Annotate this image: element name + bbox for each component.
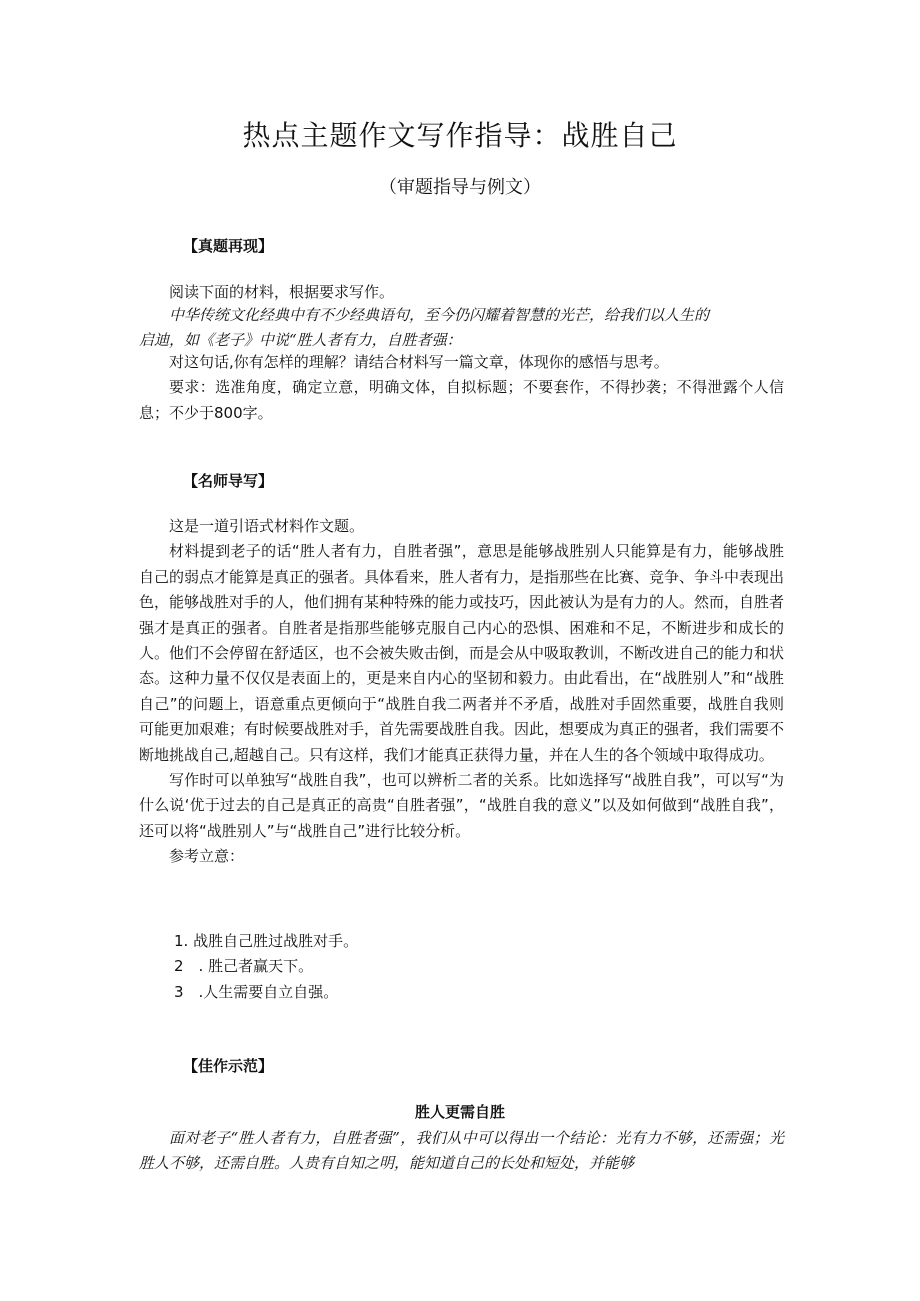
page-title: 热点主题作文写作指导：战胜自己 xyxy=(242,119,678,152)
reference-item: 2 . 胜己者赢天下。 xyxy=(174,957,314,976)
guide-paragraph-2: 材料提到老子的话“胜人者有力，自胜者强”，意思是能够战胜别人只能算是有力，能够战胜自己的弱点才能算是真正的强者。具体看来，胜人者有力，是指那些在比赛、竞争、争斗中表现出色，能够战胜对手的人，他们拥有某种特殊的能力或技巧，因此被认为是有力的人。然而，自胜者强才是真正的强者。自胜者是指那些能够克服自己内心的恐惧、困难和不足，不断进步和成长的人。他们不会停留在舒适区，也不会被失败击倒，而是会从中吸取教训，不断改进自己的能力和状态。这种力量不仅仅是表面上的，更是来自内心的坚韧和毅力。由此看出，在“战胜别人”和“战胜自己”的问题上，语意重点更倾向于“战胜自我二两者并不矛盾，战胜对手固然重要，战胜自我则可能更加艰难；有时候要战胜对手，首先需要战胜自我。因此，想要成为真正的强者，我们需要不断地挑战自己,超越自己。只有这样，我们才能真正获得力量，并在人生的各个领域中取得成功。 xyxy=(139,542,785,764)
question-block xyxy=(139,350,784,426)
question-paragraph: 对这句话,你有怎样的理解？请结合材料写一篇文章，体现你的感悟与思考。 xyxy=(169,353,669,371)
essay-paragraph-1: 面对老子“胜人者有力，自胜者强”，我们从中可以得出一个结论：光有力不够，还需强；光胜人不够，还需自胜。人贵有自知之明，能知道自己的长处和短处，并能够 xyxy=(139,1129,784,1173)
essay-body xyxy=(139,1126,784,1177)
section-heading-sample-essay: 【佳作示范】 xyxy=(183,1057,274,1075)
essay-title: 胜人更需自胜 xyxy=(414,1103,505,1121)
requirement-paragraph: 要求：选准角度，确定立意，明确文体，自拟标题；不要套作，不得抄袭；不得泄露个人信息；不少于800字。 xyxy=(139,378,784,422)
page-subtitle: （审题指导与例文） xyxy=(379,177,541,198)
quote-line-2: 启迪，如《老子》中说“胜人者有力，自胜者强： xyxy=(139,331,462,350)
quote-line-1: 中华传统文化经典中有不少经典语句，至今仍闪耀着智慧的光芒，给我们以人生的 xyxy=(169,306,710,324)
guide-paragraph-1: 这是一道引语式材料作文题。 xyxy=(169,517,365,535)
section-heading-teacher-guide: 【名师导写】 xyxy=(183,472,274,490)
section-teacher-guide xyxy=(139,514,784,870)
reference-list xyxy=(139,929,784,1005)
guide-paragraph-3: 写作时可以单独写“战胜自我”，也可以辨析二者的关系。比如选择写“战胜自我”，可以写“为什么说‘优于过去的自己是真正的高贵“自胜者强”，“战胜自我的意义”以及如何做到“战胜自我”，还可以将“战胜别人”与“战胜自己”进行比较分析。 xyxy=(139,771,784,840)
intro-paragraph: 阅读下面的材料，根据要求写作。 xyxy=(169,283,395,301)
quote-block xyxy=(139,303,784,354)
reference-item: 3 .人生需要自立自强。 xyxy=(174,982,339,1001)
section-heading-real-question: 【真题再现】 xyxy=(183,237,274,255)
section-real-question xyxy=(139,280,784,305)
reference-label: 参考立意： xyxy=(169,847,245,866)
reference-item: 1. 战胜自己胜过战胜对手。 xyxy=(174,932,359,950)
